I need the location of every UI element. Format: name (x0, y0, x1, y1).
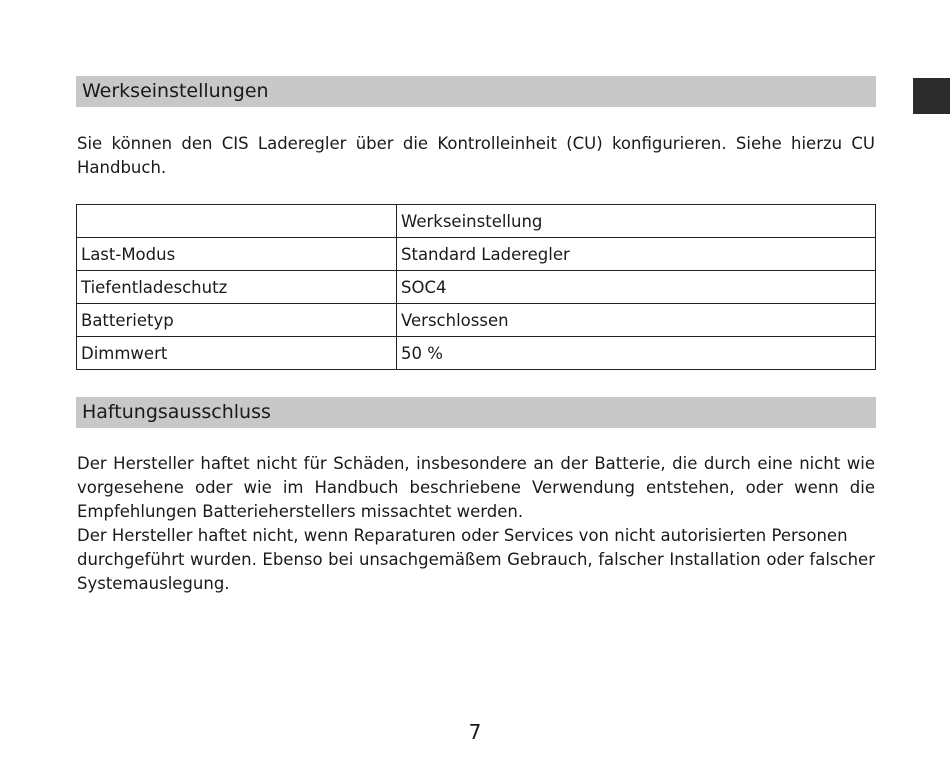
chapter-tab-marker (913, 78, 950, 114)
section-header-factory-settings: Werkseinstellungen (76, 76, 876, 107)
disclaimer-paragraph-2-line-2: durchgeführt wurden. Ebenso bei unsachgemäßem Gebrauch, falscher Installation oder falscher Systemauslegung. (77, 550, 875, 593)
table-cell-value: Standard Laderegler (397, 238, 876, 271)
section-header-disclaimer: Haftungsausschluss (76, 397, 876, 428)
page-number: 7 (468, 720, 482, 744)
table-row (77, 271, 876, 304)
table-header-cell (77, 205, 397, 238)
table-header-row (77, 205, 876, 238)
table-header-cell: Werkseinstellung (397, 205, 876, 238)
table-row (77, 337, 876, 370)
table-cell-value: 50 % (397, 337, 876, 370)
table-cell-setting: Batterietyp (77, 304, 397, 337)
table-cell-setting: Tiefentladeschutz (77, 271, 397, 304)
table-cell-setting: Last-Modus (77, 238, 397, 271)
table-cell-value: Verschlossen (397, 304, 876, 337)
disclaimer-paragraph-1: Der Hersteller haftet nicht für Schäden, insbesondere an der Batterie, die durch eine nicht wie vorgesehene oder wie im Handbuch beschriebene Verwendung entstehen, oder wenn die Empfehlungen Batterieherstellers missachtet werden. (77, 454, 875, 521)
factory-settings-table (76, 204, 876, 370)
disclaimer-text (77, 452, 875, 596)
table-cell-value: SOC4 (397, 271, 876, 304)
intro-paragraph: Sie können den CIS Laderegler über die Kontrolleinheit (CU) konfigurieren. Siehe hierzu CU Handbuch. (77, 134, 875, 177)
table-row (77, 304, 876, 337)
disclaimer-paragraph-2-line-1: Der Hersteller haftet nicht, wenn Reparaturen oder Services von nicht autorisierten Personen (77, 526, 848, 545)
table-cell-setting: Dimmwert (77, 337, 397, 370)
table-row (77, 238, 876, 271)
